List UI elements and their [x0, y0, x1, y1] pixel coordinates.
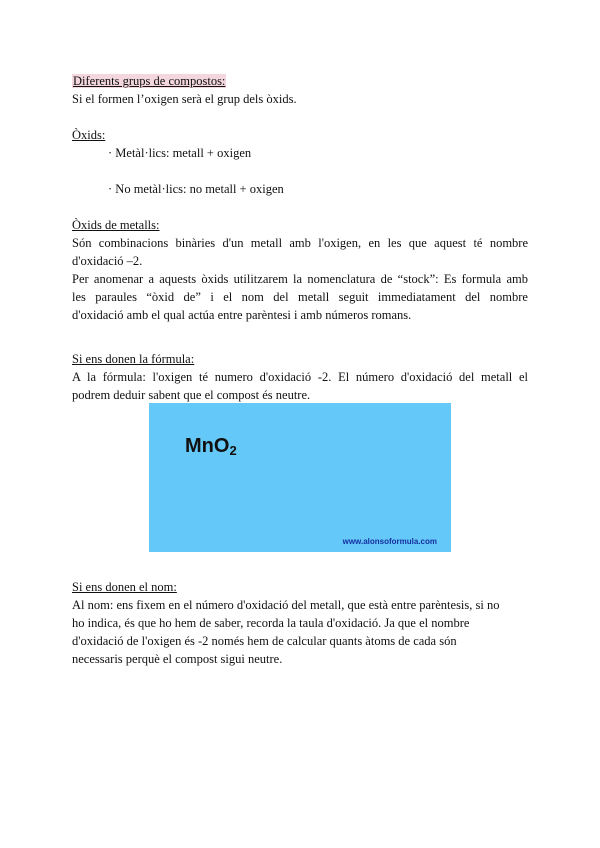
paragraph-line: necessaris perquè el compost sigui neutre.: [72, 652, 283, 666]
nom-section-heading: Si ens donen el nom:: [72, 580, 177, 594]
bullet-no-metallics: · No metàl·lics: no metall + oxigen: [108, 182, 284, 196]
formula-image: [149, 403, 451, 552]
paragraph-line: d'oxidació amb el qual actúa entre parèntesi i amb números romans.: [72, 308, 412, 322]
paragraph-line: d'oxidació de l'oxigen és -2 només hem de calcular quants àtoms de cada són: [72, 634, 457, 648]
oxids-metalls-heading: Òxids de metalls:: [72, 218, 160, 232]
paragraph-line: Són combinacions binàries d'un metall amb l'oxigen, en les que aquest té nombre: [72, 236, 528, 250]
section-heading-grups: Diferents grups de compostos:: [73, 74, 226, 88]
paragraph-line: Al nom: ens fixem en el número d'oxidació del metall, que està entre parèntesis, si no: [72, 598, 500, 612]
formula-section-heading: Si ens donen la fórmula:: [72, 352, 195, 366]
formula-text: MnO$_2$: [185, 435, 237, 458]
paragraph-line: podrem deduir sabent que el compost és neutre.: [72, 388, 311, 402]
paragraph-line: les paraules “òxid de” i el nom del metall seguit immediatament del nombre: [72, 290, 528, 304]
bullet-metallics: · Metàl·lics: metall + oxigen: [108, 146, 252, 160]
image-url-watermark: www.alonsoformula.com: [342, 537, 437, 546]
paragraph-line: Per anomenar a aquests òxids utilitzarem la nomenclatura de “stock”: Es formula amb: [72, 272, 528, 286]
intro-text: Si el formen l’oxigen serà el grup dels òxids.: [72, 92, 297, 106]
paragraph-line: ho indica, és que ho hem de saber, recorda la taula d'oxidació. Ja que el nombre: [72, 616, 470, 630]
paragraph-line: A la fórmula: l'oxigen té numero d'oxidació -2. El número d'oxidació del metall el: [72, 370, 528, 384]
oxids-heading: Òxids:: [72, 128, 106, 142]
paragraph-line: d'oxidació –2.: [72, 254, 143, 268]
